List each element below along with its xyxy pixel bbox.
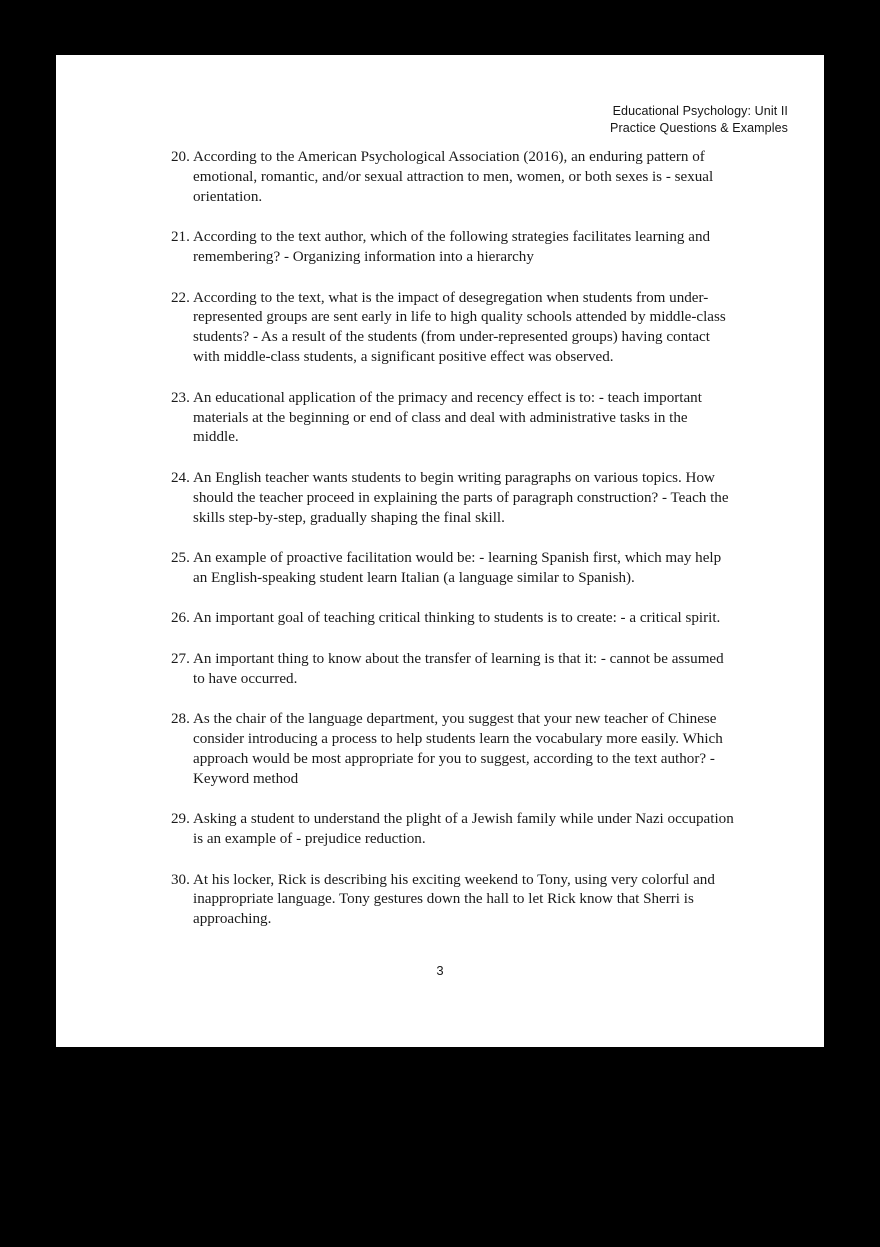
question-item [171,650,734,690]
question-text: An important thing to know about the transfer of learning is that it: - cannot be assumed to have occurred. [193,650,724,687]
question-item [171,228,734,268]
question-text: According to the text author, which of the following strategies facilitates learning and remembering? - Organizing information into a hierarchy [193,229,711,266]
question-list [171,148,734,930]
question-number: 21. [171,229,190,246]
page-footer [56,963,824,978]
page-number: 3 [436,963,444,978]
question-number: 20. [171,149,190,165]
question-text: According to the American Psychological Association (2016), an enduring pattern of emotional, romantic, and/or sexual attraction to men, women, or both sexes is - sexual orientation. [193,149,714,205]
question-number: 30. [171,871,190,888]
question-item [171,389,734,449]
question-number: 28. [171,711,190,728]
question-text: At his locker, Rick is describing his exciting weekend to Tony, using very colorful and inappropriate language. Tony gestures down the hall to let Rick know that Sherri is approaching. [193,871,715,928]
question-number: 29. [171,811,190,828]
question-text: An important goal of teaching critical thinking to students is to create: - a critical spirit. [193,610,721,627]
question-item [171,469,734,529]
question-item [171,810,734,850]
question-text: As the chair of the language department, you suggest that your new teacher of Chinese consider introducing a process to help students learn the vocabulary more easily. Which approach would be most appropriate for you to suggest, according to the text author? - Keyword method [193,711,723,787]
page-header [610,103,788,136]
document-page [56,55,824,1047]
question-text: An educational application of the primacy and recency effect is to: - teach important materials at the beginning or end of class and deal with administrative tasks in the middle. [193,389,702,446]
question-number: 25. [171,550,190,567]
question-number: 23. [171,389,190,406]
question-item [171,289,734,369]
question-number: 26. [171,610,190,627]
header-line-1: Educational Psychology: Unit II [612,104,788,118]
question-item [171,148,734,208]
question-number: 27. [171,650,190,667]
question-text: According to the text, what is the impact of desegregation when students from under-represented groups are sent early in life to high quality schools attended by middle-class students? - As a result of the students (from under-represented groups) having contact with middle-class students, a significant positive effect was observed. [193,289,726,366]
question-item [171,609,734,629]
question-number: 22. [171,289,190,306]
question-item [171,710,734,790]
question-item [171,549,734,589]
question-text: An English teacher wants students to begin writing paragraphs on various topics. How should the teacher proceed in explaining the parts of paragraph construction? - Teach the skills step-by-step, gradually shaping the final skill. [193,469,729,526]
question-item [171,871,734,931]
question-text: An example of proactive facilitation would be: - learning Spanish first, which may help an English-speaking student learn Italian (a language similar to Spanish). [193,550,722,586]
question-text: Asking a student to understand the plight of a Jewish family while under Nazi occupation is an example of - prejudice reduction. [193,811,734,848]
question-number: 24. [171,469,190,486]
header-line-2: Practice Questions & Examples [610,120,788,135]
